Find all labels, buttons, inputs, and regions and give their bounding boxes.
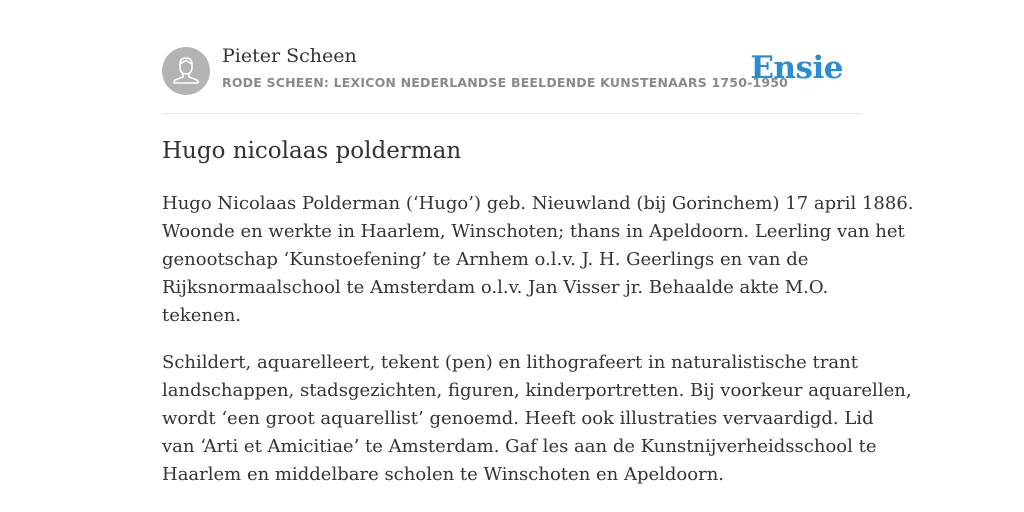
article-page	[162, 0, 914, 485]
article-header	[162, 0, 862, 114]
user-icon	[162, 47, 210, 95]
paragraph-line: landschappen, stadsgezichten, figuren, kinderportretten. Bij voorkeur aquarellen,	[162, 380, 912, 401]
paragraph-line: tekenen.	[162, 305, 242, 326]
author-name[interactable]: Pieter Scheen	[222, 45, 357, 67]
article-paragraph-1	[162, 190, 914, 330]
article-title: Hugo nicolaas polderman	[162, 138, 462, 164]
paragraph-line: Rijksnormaalschool te Amsterdam o.l.v. Jan Visser jr. Behaalde akte M.O.	[162, 277, 829, 298]
source-title[interactable]: RODE SCHEEN: LEXICON NEDERLANDSE BEELDENDE KUNSTENAARS 1750-1950	[222, 75, 789, 90]
paragraph-line: Woonde en werkte in Haarlem, Winschoten; thans in Apeldoorn. Leerling van het	[162, 221, 905, 242]
paragraph-line: van ‘Arti et Amicitiae’ te Amsterdam. Gaf les aan de Kunstnijverheidsschool te	[162, 436, 877, 457]
paragraph-line: wordt ‘een groot aquarellist’ genoemd. Heeft ook illustraties vervaardigd. Lid	[162, 408, 874, 429]
paragraph-line: Schildert, aquarelleert, tekent (pen) en lithografeert in naturalistische trant	[162, 352, 858, 373]
avatar[interactable]	[162, 47, 210, 95]
article-paragraph-2	[162, 349, 912, 489]
paragraph-line: Hugo Nicolaas Polderman (‘Hugo’) geb. Nieuwland (bij Gorinchem) 17 april 1886.	[162, 193, 914, 214]
brand-logo[interactable]: Ensie	[750, 50, 843, 86]
paragraph-line: Haarlem en middelbare scholen te Winschoten en Apeldoorn.	[162, 464, 725, 485]
paragraph-line: genootschap ‘Kunstoefening’ te Arnhem o.l.v. J. H. Geerlings en van de	[162, 249, 809, 270]
